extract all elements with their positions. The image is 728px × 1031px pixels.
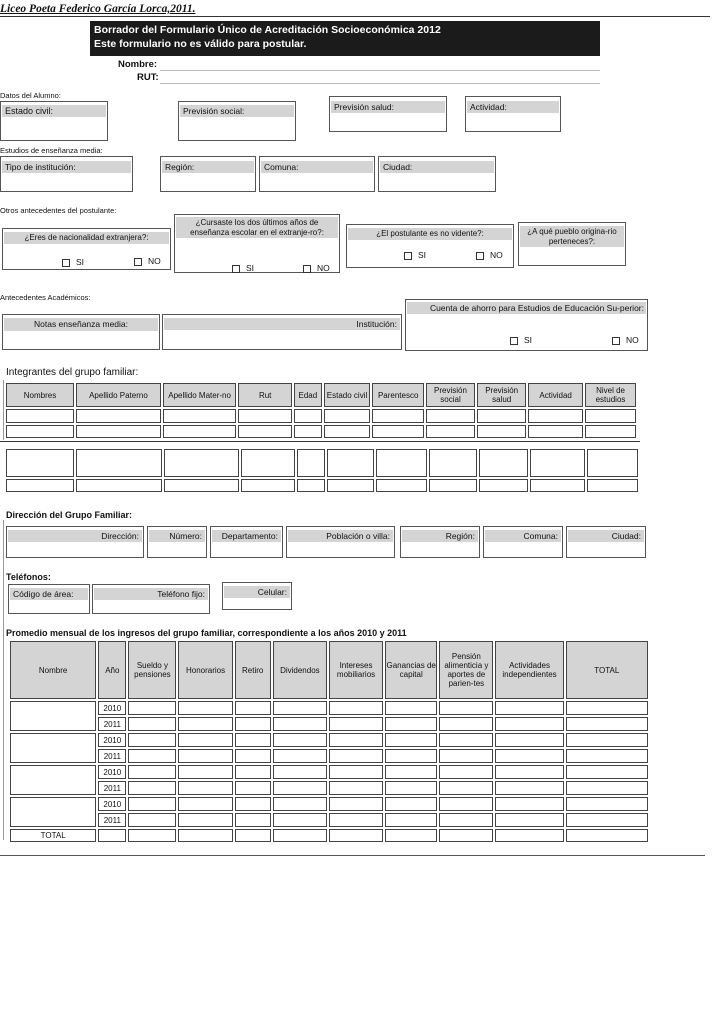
departamento-label: Departamento: [212, 530, 281, 542]
familia-cell[interactable] [477, 409, 526, 423]
familia-col-header: Nombres [6, 383, 74, 407]
numero-field[interactable] [147, 526, 207, 558]
ingresos-cell[interactable] [495, 765, 563, 779]
extranjero-si-option[interactable] [232, 263, 254, 273]
direccion-title: Dirección del Grupo Familiar: [6, 510, 133, 520]
ingresos-cell[interactable] [329, 717, 383, 731]
ingresos-col-header: TOTAL [566, 641, 648, 699]
ingresos-cell[interactable] [566, 797, 648, 811]
tipo-institucion-label: Tipo de institución: [2, 161, 131, 173]
ingresos-nombre-cell[interactable] [10, 733, 96, 763]
total-cell[interactable] [495, 829, 563, 842]
vidente-no-option[interactable] [476, 250, 503, 260]
si-label: SI [418, 250, 427, 260]
ciudad-estudios-label: Ciudad: [380, 161, 494, 173]
familia-cell[interactable] [587, 449, 638, 477]
nombre-field[interactable] [160, 70, 600, 71]
ingresos-cell[interactable] [273, 749, 327, 763]
ingresos-cell[interactable] [385, 765, 437, 779]
ingresos-cell[interactable] [439, 733, 493, 747]
vidente-si-option[interactable] [404, 250, 426, 260]
pueblo-originario-label: ¿A qué pueblo origina-rio perteneces?: [520, 226, 624, 247]
familia-cell[interactable] [376, 449, 427, 477]
si-label: SI [246, 263, 255, 273]
familia-cell[interactable] [528, 409, 583, 423]
notas-label: Notas enseñanza media: [4, 318, 158, 331]
ingresos-nombre-cell[interactable] [10, 701, 96, 731]
checkbox-icon[interactable] [404, 252, 412, 260]
ingresos-cell[interactable] [235, 765, 271, 779]
checkbox-icon[interactable] [476, 252, 484, 260]
familia-col-header: Nivel de estudios [585, 383, 636, 407]
ingresos-cell[interactable] [128, 765, 176, 779]
familia-col-header: Apellido Paterno [76, 383, 161, 407]
year-label: 2010 [98, 797, 126, 811]
nacionalidad-no-option[interactable] [134, 256, 161, 266]
institucion-field[interactable] [162, 314, 402, 350]
table-row [10, 797, 648, 811]
ingresos-cell[interactable] [495, 717, 563, 731]
nacionalidad-extranjera-label: ¿Eres de nacionalidad extranjera?: [4, 232, 169, 244]
cuenta-si-option[interactable] [510, 335, 532, 345]
familia-cell[interactable] [372, 425, 423, 438]
familia-cell[interactable] [163, 425, 236, 438]
familia-table-continued [4, 447, 640, 494]
datos-alumno-title: Datos del Alumno: [0, 91, 61, 100]
estudios-extranjero-label: ¿Cursaste los dos últimos años de enseñanza escolar en el extranje-ro?: [176, 217, 338, 238]
familia-cell[interactable] [327, 449, 374, 477]
comuna-label: Comuna: [485, 530, 561, 542]
ingresos-cell[interactable] [385, 749, 437, 763]
otros-title: Otros antecedentes del postulante: [0, 206, 117, 215]
left-margin-line [3, 520, 4, 840]
prevision-salud-field[interactable] [329, 96, 447, 132]
total-cell[interactable] [178, 829, 232, 842]
si-label: SI [524, 335, 533, 345]
familia-cell[interactable] [164, 479, 238, 492]
familia-cell[interactable] [528, 425, 583, 438]
extranjero-no-option[interactable] [303, 263, 330, 273]
familia-col-header: Edad [294, 383, 322, 407]
total-cell[interactable] [273, 829, 327, 842]
ingresos-col-header: Honorarios [178, 641, 232, 699]
total-cell[interactable] [566, 829, 648, 842]
checkbox-icon[interactable] [134, 258, 142, 266]
ingresos-cell[interactable] [329, 781, 383, 795]
familia-cell[interactable] [479, 449, 528, 477]
ingresos-cell[interactable] [128, 717, 176, 731]
region-field[interactable] [400, 526, 480, 558]
poblacion-label: Población o villa: [288, 530, 393, 542]
ingresos-cell[interactable] [178, 733, 232, 747]
table-row [10, 701, 648, 715]
rut-field[interactable] [160, 83, 600, 84]
ingresos-cell[interactable] [329, 765, 383, 779]
ingresos-cell[interactable] [273, 813, 327, 827]
header-rule [0, 16, 710, 17]
ingresos-table [8, 639, 650, 844]
checkbox-icon[interactable] [232, 265, 240, 273]
ingresos-cell[interactable] [439, 765, 493, 779]
ingresos-cell[interactable] [566, 749, 648, 763]
familia-cell[interactable] [294, 409, 322, 423]
familia-title: Integrantes del grupo familiar: [6, 367, 139, 378]
banner-title: Borrador del Formulario Único de Acreditación Socioeconómica 2012 [94, 24, 441, 36]
familia-cell[interactable] [324, 425, 371, 438]
familia-cell[interactable] [164, 449, 238, 477]
ciudad-estudios-field[interactable] [378, 156, 496, 192]
ingresos-col-header: Nombre [10, 641, 96, 699]
familia-col-header: Previsión social [426, 383, 475, 407]
familia-cell[interactable] [585, 409, 636, 423]
cuenta-no-option[interactable] [612, 335, 639, 345]
region-estudios-field[interactable] [160, 156, 256, 192]
familia-col-header: Apellido Mater-no [163, 383, 236, 407]
estado-civil-field[interactable] [0, 101, 108, 141]
familia-cell[interactable] [376, 479, 427, 492]
familia-cell[interactable] [479, 479, 528, 492]
ingresos-cell[interactable] [178, 749, 232, 763]
familia-cell[interactable] [294, 425, 322, 438]
ingresos-cell[interactable] [385, 733, 437, 747]
total-cell[interactable] [235, 829, 271, 842]
ingresos-cell[interactable] [128, 749, 176, 763]
ingresos-col-header: Ganancias de capital [385, 641, 437, 699]
actividad-field[interactable] [465, 96, 561, 132]
table-row [6, 425, 636, 438]
no-label: NO [626, 335, 639, 345]
notas-field[interactable] [2, 314, 160, 350]
si-label: SI [76, 257, 85, 267]
ingresos-cell[interactable] [329, 749, 383, 763]
ingresos-cell[interactable] [329, 701, 383, 715]
familia-cell[interactable] [429, 449, 478, 477]
total-cell[interactable] [385, 829, 437, 842]
familia-cell[interactable] [76, 425, 161, 438]
no-label: NO [148, 256, 161, 266]
ingresos-cell[interactable] [439, 717, 493, 731]
nombre-label: Nombre: [118, 59, 158, 70]
familia-cell[interactable] [6, 409, 74, 423]
estado-civil-label: Estado civil: [2, 105, 106, 117]
ingresos-cell[interactable] [128, 701, 176, 715]
familia-col-header: Rut [238, 383, 292, 407]
ingresos-cell[interactable] [128, 813, 176, 827]
table-row [10, 717, 648, 731]
ingresos-cell[interactable] [273, 781, 327, 795]
comuna-estudios-field[interactable] [259, 156, 375, 192]
ingresos-cell[interactable] [385, 717, 437, 731]
departamento-field[interactable] [210, 526, 283, 558]
familia-cell[interactable] [238, 425, 292, 438]
total-row [10, 829, 648, 842]
familia-cell[interactable] [587, 479, 638, 492]
region-label: Región: [402, 530, 478, 542]
direccion-field[interactable] [6, 526, 144, 558]
familia-col-header: Previsión salud [477, 383, 526, 407]
familia-col-header: Actividad [528, 383, 583, 407]
ingresos-cell[interactable] [385, 813, 437, 827]
ingresos-cell[interactable] [495, 749, 563, 763]
pueblo-originario-field[interactable] [518, 222, 626, 266]
ingresos-cell[interactable] [566, 701, 648, 715]
academicos-title: Antecedentes Académicos: [0, 293, 91, 302]
familia-cell[interactable] [6, 479, 74, 492]
year-label: 2011 [98, 781, 126, 795]
ingresos-cell[interactable] [566, 765, 648, 779]
school-header: Liceo Poeta Federico García Lorca,2011. [0, 3, 196, 15]
telefonos-title: Teléfonos: [6, 572, 51, 582]
ingresos-cell[interactable] [385, 701, 437, 715]
year-label: 2010 [98, 765, 126, 779]
checkbox-icon[interactable] [612, 337, 620, 345]
familia-cell[interactable] [238, 409, 292, 423]
telefono-fijo-label: Teléfono fijo: [94, 588, 208, 600]
familia-col-header: Parentesco [372, 383, 423, 407]
familia-cell[interactable] [324, 409, 371, 423]
table-row [10, 765, 648, 779]
ingresos-cell[interactable] [495, 781, 563, 795]
familia-cell[interactable] [327, 479, 374, 492]
familia-cell[interactable] [426, 409, 475, 423]
ingresos-col-header: Dividendos [273, 641, 327, 699]
table-row [6, 449, 638, 477]
ingresos-cell[interactable] [178, 717, 232, 731]
ingresos-cell[interactable] [178, 797, 232, 811]
no-label: NO [317, 263, 330, 273]
ingresos-col-header: Año [98, 641, 126, 699]
region-estudios-label: Región: [162, 161, 254, 173]
table-row [6, 409, 636, 423]
ciudad-field[interactable] [566, 526, 646, 558]
ingresos-col-header: Actividades independientes [495, 641, 563, 699]
familia-table [4, 381, 638, 440]
ingresos-cell[interactable] [235, 733, 271, 747]
familia-cell[interactable] [426, 425, 475, 438]
familia-cell[interactable] [372, 409, 423, 423]
total-label: TOTAL [10, 829, 96, 842]
rut-label: RUT: [137, 72, 159, 83]
ingresos-cell[interactable] [439, 701, 493, 715]
ingresos-cell[interactable] [128, 797, 176, 811]
page-bottom-line [0, 855, 705, 856]
page-join-line [0, 441, 640, 442]
prevision-social-label: Previsión social: [180, 105, 294, 117]
ingresos-cell[interactable] [235, 797, 271, 811]
ingresos-cell[interactable] [235, 749, 271, 763]
actividad-label: Actividad: [467, 101, 559, 113]
year-label: 2011 [98, 813, 126, 827]
table-row [10, 781, 648, 795]
familia-cell[interactable] [297, 479, 324, 492]
ciudad-label: Ciudad: [568, 530, 644, 542]
ingresos-header-row [10, 641, 648, 699]
estudios-title: Estudios de enseñanza media: [0, 146, 103, 155]
table-row [10, 749, 648, 763]
familia-cell[interactable] [6, 425, 74, 438]
ingresos-title: Promedio mensual de los ingresos del grupo familiar, correspondiente a los años 2010 y 2011 [6, 628, 407, 638]
nacionalidad-si-option[interactable] [62, 257, 84, 267]
celular-label: Celular: [224, 586, 290, 598]
no-vidente-label: ¿El postulante es no vidente?: [348, 228, 512, 240]
ingresos-cell[interactable] [329, 813, 383, 827]
comuna-field[interactable] [483, 526, 563, 558]
table-row [6, 479, 638, 492]
familia-cell[interactable] [163, 409, 236, 423]
familia-cell[interactable] [530, 479, 585, 492]
numero-label: Número: [149, 530, 205, 542]
codigo-area-label: Código de área: [10, 588, 88, 600]
familia-cell[interactable] [477, 425, 526, 438]
ingresos-col-header: Pensión alimenticia y aportes de parien-tes [439, 641, 493, 699]
ingresos-cell[interactable] [235, 781, 271, 795]
ingresos-cell[interactable] [495, 813, 563, 827]
ingresos-cell[interactable] [128, 781, 176, 795]
total-cell[interactable] [128, 829, 176, 842]
familia-cell[interactable] [76, 449, 162, 477]
ingresos-cell[interactable] [566, 813, 648, 827]
ingresos-cell[interactable] [273, 797, 327, 811]
familia-cell[interactable] [585, 425, 636, 438]
familia-cell[interactable] [429, 479, 478, 492]
familia-cell[interactable] [6, 449, 74, 477]
familia-cell[interactable] [76, 409, 161, 423]
ingresos-cell[interactable] [235, 717, 271, 731]
prevision-social-field[interactable] [178, 101, 296, 141]
tipo-institucion-field[interactable] [0, 156, 133, 192]
ingresos-cell[interactable] [178, 813, 232, 827]
ingresos-cell[interactable] [329, 733, 383, 747]
ingresos-cell[interactable] [566, 781, 648, 795]
ingresos-cell[interactable] [273, 717, 327, 731]
year-label: 2010 [98, 701, 126, 715]
celular-field[interactable] [222, 582, 292, 610]
cuenta-ahorro-label: Cuenta de ahorro para Estudios de Educación Su-perior: [407, 302, 646, 314]
prevision-salud-label: Previsión salud: [331, 101, 445, 113]
form-banner [90, 21, 600, 56]
year-label: 2011 [98, 749, 126, 763]
familia-col-header: Estado civil [324, 383, 371, 407]
codigo-area-field[interactable] [8, 584, 90, 614]
ingresos-col-header: Intereses mobiliarios [329, 641, 383, 699]
ingresos-col-header: Retiro [235, 641, 271, 699]
no-vidente-field[interactable] [346, 224, 514, 268]
ingresos-cell[interactable] [385, 781, 437, 795]
comuna-estudios-label: Comuna: [261, 161, 373, 173]
year-label: 2010 [98, 733, 126, 747]
familia-cell[interactable] [297, 449, 324, 477]
ingresos-cell[interactable] [178, 781, 232, 795]
ingresos-cell[interactable] [235, 813, 271, 827]
ingresos-cell[interactable] [273, 765, 327, 779]
ingresos-nombre-cell[interactable] [10, 797, 96, 827]
total-cell[interactable] [439, 829, 493, 842]
familia-header-row [6, 383, 636, 407]
ingresos-cell[interactable] [235, 701, 271, 715]
year-label: 2011 [98, 717, 126, 731]
ingresos-cell[interactable] [439, 781, 493, 795]
ingresos-cell[interactable] [566, 717, 648, 731]
total-cell[interactable] [329, 829, 383, 842]
familia-cell[interactable] [241, 479, 296, 492]
checkbox-icon[interactable] [510, 337, 518, 345]
ingresos-cell[interactable] [128, 733, 176, 747]
table-row [10, 733, 648, 747]
ingresos-cell[interactable] [566, 733, 648, 747]
no-label: NO [490, 250, 503, 260]
ingresos-cell[interactable] [329, 797, 383, 811]
telefono-fijo-field[interactable] [92, 584, 210, 614]
ingresos-col-header: Sueldo y pensiones [128, 641, 176, 699]
ingresos-cell[interactable] [273, 701, 327, 715]
institucion-label: Institución: [164, 318, 400, 330]
banner-subtitle: Este formulario no es válido para postular. [94, 38, 307, 50]
direccion-label: Dirección: [8, 530, 142, 542]
total-cell[interactable] [98, 829, 126, 842]
ingresos-cell[interactable] [178, 701, 232, 715]
ingresos-cell[interactable] [439, 797, 493, 811]
ingresos-cell[interactable] [439, 749, 493, 763]
ingresos-cell[interactable] [273, 733, 327, 747]
ingresos-cell[interactable] [385, 797, 437, 811]
ingresos-nombre-cell[interactable] [10, 765, 96, 795]
checkbox-icon[interactable] [303, 265, 311, 273]
ingresos-cell[interactable] [178, 765, 232, 779]
familia-cell[interactable] [241, 449, 296, 477]
familia-cell[interactable] [76, 479, 162, 492]
ingresos-cell[interactable] [495, 733, 563, 747]
poblacion-field[interactable] [286, 526, 395, 558]
table-row [10, 813, 648, 827]
ingresos-cell[interactable] [495, 701, 563, 715]
ingresos-cell[interactable] [495, 797, 563, 811]
ingresos-cell[interactable] [439, 813, 493, 827]
familia-cell[interactable] [530, 449, 585, 477]
checkbox-icon[interactable] [62, 259, 70, 267]
